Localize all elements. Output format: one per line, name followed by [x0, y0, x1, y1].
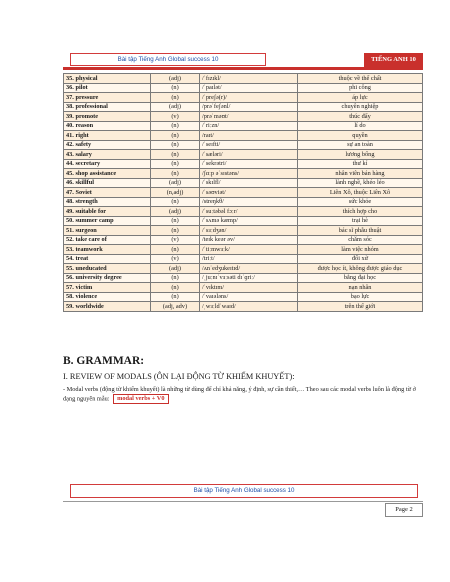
part-of-speech: (n) — [151, 131, 200, 141]
pronunciation: /ʌnˈedʒukeɪtɪd/ — [200, 264, 298, 274]
table-row — [64, 102, 423, 112]
meaning: làm việc nhóm — [298, 245, 423, 255]
grammar-paragraph — [63, 385, 428, 404]
part-of-speech: (n) — [151, 93, 200, 103]
meaning: được học ít, không được giáo dục — [298, 264, 423, 274]
pronunciation: /ˈsəʊviət/ — [200, 188, 298, 198]
table-row — [64, 93, 423, 103]
part-of-speech: (adj) — [151, 178, 200, 188]
vocab-word: 36. pilot — [64, 83, 151, 93]
table-row — [64, 112, 423, 122]
pronunciation: /ˈpreʃə(r)/ — [200, 93, 298, 103]
table-row — [64, 235, 423, 245]
table-row — [64, 169, 423, 179]
part-of-speech: (n) — [151, 283, 200, 293]
pronunciation: /ʃɑːp əˈsɪstəns/ — [200, 169, 298, 179]
meaning: thư kí — [298, 159, 423, 169]
pronunciation: /ˈsuːtəbəl fɔːr/ — [200, 207, 298, 217]
pronunciation: /ˈsæləri/ — [200, 150, 298, 160]
meaning: áp lực — [298, 93, 423, 103]
table-row — [64, 159, 423, 169]
part-of-speech: (adj) — [151, 264, 200, 274]
table-row — [64, 178, 423, 188]
table-row — [64, 150, 423, 160]
meaning: nhân viên bán hàng — [298, 169, 423, 179]
pronunciation: /teɪk keər əv/ — [200, 235, 298, 245]
vocab-word: 47. Soviet — [64, 188, 151, 198]
pronunciation: /ˈsʌmə kæmp/ — [200, 216, 298, 226]
header-banner: Bài tập Tiếng Anh Global success 10 — [70, 53, 266, 66]
vocab-word: 56. university degree — [64, 273, 151, 283]
vocab-word: 44. secretary — [64, 159, 151, 169]
pronunciation: /ˈvaɪələns/ — [200, 292, 298, 302]
vocab-word: 57. victim — [64, 283, 151, 293]
meaning: thuộc về thể chất — [298, 74, 423, 84]
vocab-word: 43. salary — [64, 150, 151, 160]
vocab-word: 46. skillful — [64, 178, 151, 188]
vocabulary-table — [63, 73, 423, 312]
meaning: lương bổng — [298, 150, 423, 160]
pronunciation: /raɪt/ — [200, 131, 298, 141]
footer-divider — [63, 501, 423, 502]
page-number: Page 2 — [385, 503, 423, 517]
meaning: bạo lực — [298, 292, 423, 302]
table-row — [64, 121, 423, 131]
vocab-word: 35. physical — [64, 74, 151, 84]
pronunciation: /ˈtiːmwɜːk/ — [200, 245, 298, 255]
grammar-paragraph-text: - Modal verbs (động từ khiếm khuyết) là những từ dùng để chỉ khả năng, ý định, sự cần thiết,… Theo sau các modal verbs luôn là động từ ở dạng nguyên mẫu: — [63, 386, 416, 403]
header-divider — [63, 67, 423, 70]
table-row — [64, 302, 423, 312]
table-row — [64, 83, 423, 93]
part-of-speech: (adj) — [151, 74, 200, 84]
part-of-speech: (v) — [151, 112, 200, 122]
part-of-speech: (n) — [151, 150, 200, 160]
pronunciation: /ˌwɜːldˈwaɪd/ — [200, 302, 298, 312]
pronunciation: /ˈskɪlfl/ — [200, 178, 298, 188]
meaning: lành nghề, khéo léo — [298, 178, 423, 188]
pronunciation: /prəˈfeʃənl/ — [200, 102, 298, 112]
vocab-word: 49. suitable for — [64, 207, 151, 217]
part-of-speech: (n) — [151, 140, 200, 150]
grammar-section-title: B. GRAMMAR: — [63, 355, 145, 367]
part-of-speech: (n) — [151, 83, 200, 93]
meaning: thích hợp cho — [298, 207, 423, 217]
meaning: sự an toàn — [298, 140, 423, 150]
table-row — [64, 283, 423, 293]
part-of-speech: (n) — [151, 292, 200, 302]
pronunciation: /prəˈməʊt/ — [200, 112, 298, 122]
pronunciation: /ˈvɪktɪm/ — [200, 283, 298, 293]
pronunciation: /streŋkθ/ — [200, 197, 298, 207]
meaning: chuyên nghiệp — [298, 102, 423, 112]
pronunciation: /ˈsekrətri/ — [200, 159, 298, 169]
meaning: bằng đại học — [298, 273, 423, 283]
table-row — [64, 207, 423, 217]
table-row — [64, 254, 423, 264]
pronunciation: /ˈsɜːdʒən/ — [200, 226, 298, 236]
vocab-word: 48. strength — [64, 197, 151, 207]
subject-tag: TIẾNG ANH 10 — [364, 53, 423, 67]
part-of-speech: (n) — [151, 121, 200, 131]
vocab-word: 45. shop assistance — [64, 169, 151, 179]
pronunciation: /triːt/ — [200, 254, 298, 264]
table-row — [64, 273, 423, 283]
pronunciation: /ˈfɪzɪkl/ — [200, 74, 298, 84]
vocab-word: 39. promote — [64, 112, 151, 122]
part-of-speech: (adj) — [151, 207, 200, 217]
part-of-speech: (adj) — [151, 102, 200, 112]
vocab-word: 53. teamwork — [64, 245, 151, 255]
vocab-word: 37. pressure — [64, 93, 151, 103]
part-of-speech: (adj, adv) — [151, 302, 200, 312]
vocab-word: 55. uneducated — [64, 264, 151, 274]
pronunciation: /ˈseɪfti/ — [200, 140, 298, 150]
vocab-word: 54. treat — [64, 254, 151, 264]
meaning: quyền — [298, 131, 423, 141]
table-row — [64, 140, 423, 150]
pronunciation: /ˈriːzn/ — [200, 121, 298, 131]
meaning: bác sĩ phẫu thuật — [298, 226, 423, 236]
part-of-speech: (n) — [151, 245, 200, 255]
vocab-word: 52. take care of — [64, 235, 151, 245]
table-row — [64, 292, 423, 302]
part-of-speech: (n) — [151, 273, 200, 283]
table-row — [64, 131, 423, 141]
meaning: phi công — [298, 83, 423, 93]
grammar-subsection-title: I. REVIEW OF MODALS (ÔN LẠI ĐỘNG TỪ KHIẾM KHUYẾT): — [63, 372, 295, 381]
part-of-speech: (n) — [151, 197, 200, 207]
part-of-speech: (n) — [151, 169, 200, 179]
vocab-word: 50. summer camp — [64, 216, 151, 226]
meaning: Liên Xô, thuộc Liên Xô — [298, 188, 423, 198]
table-row — [64, 245, 423, 255]
meaning: lí do — [298, 121, 423, 131]
vocab-word: 42. safety — [64, 140, 151, 150]
meaning: đối xử — [298, 254, 423, 264]
vocab-word: 40. reason — [64, 121, 151, 131]
part-of-speech: (n) — [151, 216, 200, 226]
meaning: chăm sóc — [298, 235, 423, 245]
table-row — [64, 226, 423, 236]
meaning: nạn nhân — [298, 283, 423, 293]
table-row — [64, 264, 423, 274]
vocab-word: 41. right — [64, 131, 151, 141]
meaning: trên thế giới — [298, 302, 423, 312]
meaning: sức khỏe — [298, 197, 423, 207]
part-of-speech: (n) — [151, 226, 200, 236]
pronunciation: /ˈpaɪlət/ — [200, 83, 298, 93]
table-row — [64, 197, 423, 207]
vocab-word: 51. surgeon — [64, 226, 151, 236]
vocab-word: 38. professional — [64, 102, 151, 112]
vocab-word: 59. worldwide — [64, 302, 151, 312]
table-row — [64, 188, 423, 198]
part-of-speech: (n) — [151, 159, 200, 169]
footer-banner: Bài tập Tiếng Anh Global success 10 — [70, 484, 418, 498]
table-row — [64, 216, 423, 226]
part-of-speech: (v) — [151, 235, 200, 245]
pronunciation: /ˌjuːnɪˈvɜːsəti dɪˈɡriː/ — [200, 273, 298, 283]
part-of-speech: (v) — [151, 254, 200, 264]
vocab-word: 58. violence — [64, 292, 151, 302]
meaning: trại hè — [298, 216, 423, 226]
table-row — [64, 74, 423, 84]
formula-box: modal verbs + V0 — [113, 394, 168, 404]
part-of-speech: (n,adj) — [151, 188, 200, 198]
meaning: thúc đẩy — [298, 112, 423, 122]
